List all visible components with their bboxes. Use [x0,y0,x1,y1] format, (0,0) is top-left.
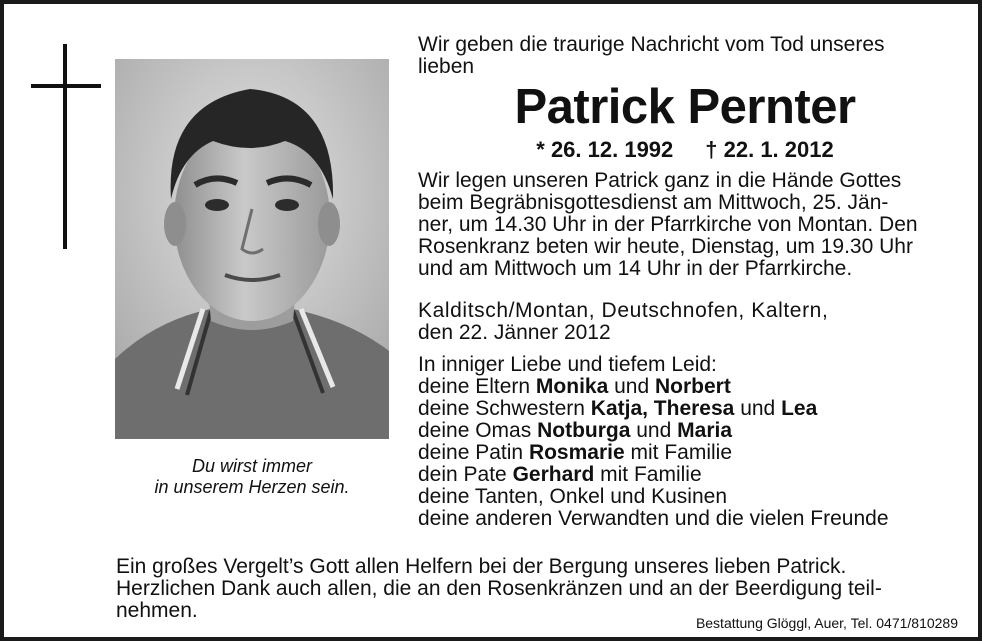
service-text [418,170,918,280]
family-text: dein Pate [418,463,507,486]
family-sisters [418,398,889,420]
photo-caption [115,456,389,498]
family-list [418,354,889,530]
family-name: Notburga [537,419,631,442]
life-dates [418,138,952,162]
intro-line: lieben [418,55,475,78]
intro-text [418,34,885,78]
closing-thanks [116,556,882,622]
closing-line: Herzlichen Dank auch allen, die an den Rosenkränzen und an der Beerdigung teil- [116,577,882,600]
family-text: deine Omas [418,419,532,442]
family-name: Norbert [655,375,731,398]
family-text: deine Eltern [418,375,531,398]
place-date [418,300,828,344]
family-name: Lea [781,397,818,420]
family-aunts: deine Tanten, Onkel und Kusinen [418,485,728,508]
family-text: und [740,397,776,420]
family-godmother [418,442,889,464]
family-text: und [614,375,650,398]
family-relatives: deine anderen Verwandten und die vielen Freunde [418,507,889,530]
birth-date: * 26. 12. 1992 [536,137,674,162]
family-name: Rosmarie [528,441,625,464]
closing-line: Ein großes Vergelt’s Gott allen Helfern bei der Bergung unseres lieben Patrick. [116,555,847,578]
family-grandmas [418,420,889,442]
cross-icon [63,44,67,249]
date-line: den 22. Jänner 2012 [418,321,611,344]
death-date: † 22. 1. 2012 [705,137,834,162]
family-name: Katja, Theresa [590,397,735,420]
undertaker-credit: Bestattung Glöggl, Auer, Tel. 0471/810289 [695,615,958,631]
cross-icon-crossbar [31,84,101,88]
family-text: und [636,419,672,442]
place-line: Kalditsch/Montan, Deutschnofen, Kaltern, [418,299,829,322]
family-name: Gerhard [512,463,595,486]
family-text: deine Schwestern [418,397,585,420]
service-line: Wir legen unseren Patrick ganz in die Hände Gottes [418,169,902,192]
family-text: mit Familie [630,441,733,464]
service-line: Rosenkranz beten wir heute, Dienstag, um 19.30 Uhr [418,235,913,258]
family-text: mit Familie [600,463,702,486]
caption-line: Du wirst immer [192,456,312,476]
service-line: und am Mittwoch um 14 Uhr in der Pfarrkirche. [418,257,853,280]
family-godfather [418,464,889,486]
family-intro: In inniger Liebe und tiefem Leid: [418,353,717,376]
family-name: Monika [535,375,609,398]
closing-line: nehmen. [116,599,198,622]
intro-line: Wir geben die traurige Nachricht vom Tod unseres [418,33,885,56]
portrait-photo [115,59,389,439]
caption-line: in unserem Herzen sein. [154,477,350,497]
service-line: ner, um 14.30 Uhr in der Pfarrkirche von Montan. Den [418,213,918,236]
service-line: beim Begräbnisgottesdienst am Mittwoch, 25. Jän- [418,191,889,214]
deceased-name: Patrick Pernter [514,80,856,134]
family-parents [418,376,889,398]
family-text: deine Patin [418,441,524,464]
family-name: Maria [677,419,732,442]
